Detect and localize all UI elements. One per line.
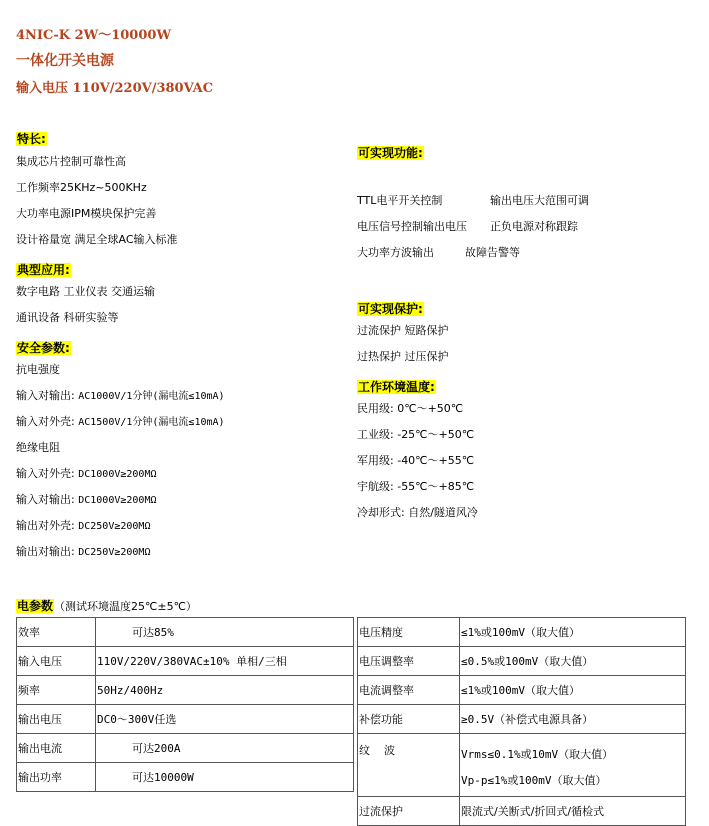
function-row — [357, 220, 578, 234]
withstand-title: 抗电强度 — [16, 363, 60, 376]
param-value: 限流式/关断式/折回式/循检式 — [460, 797, 686, 826]
param-key: 输出电压 — [17, 705, 96, 734]
env-value: -55℃～+85℃ — [397, 480, 475, 493]
safety-heading: 安全参数: — [17, 341, 70, 355]
param-value: Vrms≤0.1%或10mV（取大值） — [461, 748, 614, 761]
param-key: 电压调整率 — [358, 647, 460, 676]
function-item: 正负电源对称跟踪 — [490, 220, 578, 233]
param-key: 纹 波 — [358, 734, 460, 797]
safety-label: 输入对外壳: — [16, 467, 75, 480]
param-value: ≥0.5V（补偿式电源具备） — [460, 705, 686, 734]
env-value: -40℃～+55℃ — [397, 454, 475, 467]
model-title: 4NIC-K 2W～10000W — [16, 28, 172, 43]
table-row — [17, 676, 354, 705]
safety-row — [16, 519, 150, 534]
safety-section — [16, 337, 71, 356]
table-row — [17, 763, 354, 792]
electrical-table-left — [16, 617, 354, 792]
electrical-title — [16, 597, 197, 614]
table-row — [358, 734, 686, 797]
safety-row — [16, 545, 150, 560]
application-item: 数字电路 工业仪表 交通运输 — [16, 285, 155, 298]
param-key: 输出电流 — [17, 734, 96, 763]
applications-section — [16, 259, 71, 278]
table-row — [17, 734, 354, 763]
ripple-values — [460, 734, 686, 797]
safety-label: 输出对外壳: — [16, 519, 75, 532]
electrical-table-right — [357, 617, 686, 826]
safety-row — [16, 493, 157, 508]
functions-section — [357, 142, 424, 161]
param-key: 补偿功能 — [358, 705, 460, 734]
feature-item: 集成芯片控制可靠性高 — [16, 155, 126, 168]
param-value: ≤0.5%或100mV（取大值） — [460, 647, 686, 676]
table-row — [358, 797, 686, 826]
feature-item: 大功率电源IPM模块保护完善 — [16, 207, 157, 220]
environment-row — [357, 402, 463, 416]
env-label: 工业级: — [357, 428, 394, 441]
electrical-heading: 电参数 — [17, 599, 54, 613]
safety-value: DC250V≥200MΩ — [78, 547, 151, 558]
safety-label: 输入对输出: — [16, 389, 75, 402]
function-item: 输出电压大范围可调 — [490, 194, 589, 207]
features-heading: 特长: — [17, 132, 46, 146]
param-key: 电压精度 — [358, 618, 460, 647]
input-voltage-title: 输入电压 110V/220V/380VAC — [16, 81, 214, 96]
param-value: 可达200A — [96, 734, 354, 763]
safety-value: AC1500V/1分钟(漏电流≤10mA) — [78, 417, 225, 428]
param-value: Vp-p≤1%或100mV（取大值） — [461, 774, 607, 787]
function-row — [357, 246, 520, 260]
param-value: 可达85% — [96, 618, 354, 647]
env-value: -25℃～+50℃ — [397, 428, 475, 441]
protection-section — [357, 298, 424, 317]
env-label: 冷却形式: — [357, 506, 405, 519]
table-row — [17, 705, 354, 734]
function-row — [357, 194, 589, 208]
environment-row — [357, 480, 474, 494]
environment-section — [357, 376, 436, 395]
protection-item: 过热保护 过压保护 — [357, 350, 449, 363]
table-row — [358, 676, 686, 705]
param-value: 可达10000W — [96, 763, 354, 792]
product-name: 一体化开关电源 — [16, 53, 114, 69]
param-key: 输入电压 — [17, 647, 96, 676]
env-label: 军用级: — [357, 454, 394, 467]
env-value: 0℃～+50℃ — [397, 402, 464, 415]
safety-value: DC250V≥200MΩ — [78, 521, 151, 532]
safety-label: 输出对输出: — [16, 545, 75, 558]
param-key: 输出功率 — [17, 763, 96, 792]
safety-value: AC1000V/1分钟(漏电流≤10mA) — [78, 391, 225, 402]
protection-heading: 可实现保护: — [358, 302, 423, 316]
electrical-subtitle: （测试环境温度25℃±5℃） — [54, 600, 197, 613]
feature-item: 设计裕量宽 满足全球AC输入标准 — [16, 233, 178, 246]
table-row — [358, 647, 686, 676]
table-row — [358, 705, 686, 734]
table-row — [358, 618, 686, 647]
insulation-title: 绝缘电阻 — [16, 441, 60, 454]
function-item: 故障告警等 — [465, 246, 520, 259]
features-section — [16, 128, 47, 147]
application-item: 通讯设备 科研实验等 — [16, 311, 119, 324]
feature-item: 工作频率25KHz~500KHz — [16, 181, 147, 194]
safety-label: 输入对外壳: — [16, 415, 75, 428]
safety-row — [16, 389, 225, 404]
environment-row — [357, 454, 474, 468]
table-row — [17, 618, 354, 647]
param-value: ≤1%或100mV（取大值） — [460, 618, 686, 647]
applications-heading: 典型应用: — [17, 263, 70, 277]
param-value: DC0～300V任选 — [96, 705, 354, 734]
env-label: 民用级: — [357, 402, 394, 415]
function-item: 电压信号控制输出电压 — [357, 220, 467, 233]
functions-heading: 可实现功能: — [358, 146, 423, 160]
safety-value: DC1000V≥200MΩ — [78, 495, 157, 506]
param-value: ≤1%或100mV（取大值） — [460, 676, 686, 705]
protection-item: 过流保护 短路保护 — [357, 324, 449, 337]
safety-row — [16, 415, 225, 430]
param-key: 效率 — [17, 618, 96, 647]
param-key: 频率 — [17, 676, 96, 705]
function-item: TTL电平开关控制 — [357, 194, 443, 207]
env-label: 宇航级: — [357, 480, 394, 493]
environment-heading: 工作环境温度: — [358, 380, 435, 394]
function-item: 大功率方波输出 — [357, 246, 434, 259]
param-value: 50Hz/400Hz — [96, 676, 354, 705]
environment-row — [357, 428, 474, 442]
safety-value: DC1000V≥200MΩ — [78, 469, 157, 480]
table-row — [17, 647, 354, 676]
safety-label: 输入对输出: — [16, 493, 75, 506]
param-key: 过流保护 — [358, 797, 460, 826]
environment-row — [357, 506, 478, 520]
param-value: 110V/220V/380VAC±10% 单相/三相 — [96, 647, 354, 676]
env-value: 自然/隧道风冷 — [408, 506, 478, 519]
safety-row — [16, 467, 157, 482]
param-key: 电流调整率 — [358, 676, 460, 705]
